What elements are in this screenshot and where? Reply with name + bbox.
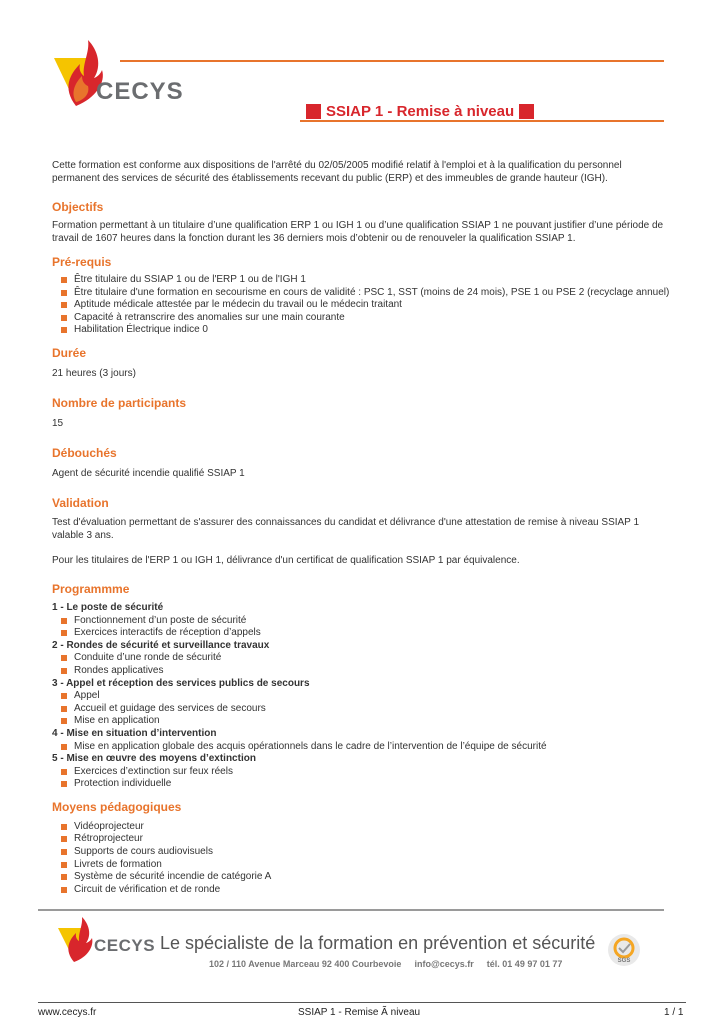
list-item: Mise en application globale des acquis opérationnels dans le cadre de l’intervention de l’équipe de sécurité — [52, 741, 672, 754]
sgs-certification-badge — [608, 934, 640, 966]
list-item: Exercices interactifs de réception d’appels — [52, 627, 672, 640]
list-item: Fonctionnement d’un poste de sécurité — [52, 615, 672, 628]
list-item: Livrets de formation — [52, 859, 672, 872]
prerequis-list — [52, 274, 672, 337]
heading-participants: Nombre de participants — [52, 395, 187, 410]
footer-document-title: SSIAP 1 - Remise Ã niveau — [298, 1007, 421, 1018]
list-item: Être titulaire du SSIAP 1 ou de l'ERP 1 ou de l'IGH 1 — [52, 274, 672, 287]
title-square-left — [306, 104, 321, 119]
title-square-right — [519, 104, 534, 119]
footer-page-number: 1 / 1 — [664, 1007, 684, 1018]
participants-text: 15 — [52, 417, 64, 429]
list-item: Rondes applicatives — [52, 665, 672, 678]
list-item: Accueil et guidage des services de secours — [52, 703, 672, 716]
programme-module-items — [52, 741, 672, 754]
objectifs-text: Formation permettant à un titulaire d’une qualification ERP 1 ou IGH 1 ou d’une qualification SSIAP 1 ne pouvant justifier d’une période de travail de 1607 heures dans la fonction durant les 36 derniers mois d’obtenir ou de renouveler la qualification SSIAP 1. — [52, 220, 664, 244]
banner-address: 102 / 110 Avenue Marceau 92 400 Courbevoie — [209, 959, 402, 969]
page-footer-rule — [38, 1002, 686, 1003]
programme-module-items — [52, 766, 672, 791]
programme-module-items — [52, 690, 672, 728]
title-rule — [300, 120, 664, 122]
footer-banner-rule — [38, 909, 664, 911]
heading-programme: Programmme — [52, 581, 130, 596]
heading-moyens: Moyens pédagogiques — [52, 799, 182, 814]
list-item: Habilitation Électrique indice 0 — [52, 324, 672, 337]
title-text: SSIAP 1 - Remise à niveau — [326, 102, 515, 120]
list-item: Circuit de vérification et de ronde — [52, 884, 672, 897]
heading-duree: Durée — [52, 345, 87, 360]
moyens-list — [52, 821, 672, 897]
intro-paragraph: Cette formation est conforme aux dispositions de l'arrêté du 02/05/2005 modifié relatif à l'emploi et à la qualification du personnel permanent des services de sécurité des établissements recevant du public (ERP) et des immeubles de grande hauteur (IGH). — [52, 160, 622, 184]
duree-text: 21 heures (3 jours) — [52, 367, 136, 379]
list-item: Capacité à retranscrire des anomalies sur une main courante — [52, 312, 672, 325]
content — [52, 159, 672, 896]
validation-text-2: Pour les titulaires de l'ERP 1 ou IGH 1, délivrance d'un certificat de qualification SSIAP 1 par équivalence. — [52, 554, 520, 566]
list-item: Exercices d’extinction sur feux réels — [52, 766, 672, 779]
heading-objectifs: Objectifs — [52, 200, 104, 214]
footer-website[interactable]: www.cecys.fr — [38, 1007, 97, 1018]
header-logo — [52, 36, 202, 116]
footer-banner — [52, 914, 672, 976]
heading-debouches: Débouchés — [52, 445, 117, 460]
list-item: Supports de cours audiovisuels — [52, 846, 672, 859]
list-item: Être titulaire d'une formation en secourisme en cours de validité : PSC 1, SST (moins de 24 mois), PSE 1 ou PSE 2 (recyclage annuel) — [52, 287, 672, 300]
programme-module-title: 1 - Le poste de sécurité — [52, 601, 164, 613]
list-item: Appel — [52, 690, 672, 703]
debouches-text: Agent de sécurité incendie qualifié SSIAP 1 — [52, 467, 245, 479]
programme-list — [52, 602, 672, 791]
heading-prerequis: Pré-requis — [52, 255, 112, 269]
banner-email[interactable]: info@cecys.fr — [414, 959, 474, 969]
heading-validation: Validation — [52, 495, 109, 510]
list-item: Aptitude médicale attestée par le médecin du travail ou le médecin traitant — [52, 299, 672, 312]
sgs-label: SGS — [617, 958, 631, 964]
document-title — [306, 101, 534, 121]
banner-brand-name: CECYS — [94, 936, 156, 955]
programme-module-items — [52, 615, 672, 640]
banner-slogan: Le spécialiste de la formation en prévention et sécurité — [160, 933, 596, 953]
list-item: Vidéoprojecteur — [52, 821, 672, 834]
list-item: Système de sécurité incendie de catégorie A — [52, 871, 672, 884]
programme-module-title: 2 - Rondes de sécurité et surveillance travaux — [52, 639, 270, 651]
header-rule — [120, 60, 664, 62]
header-brand-name: CECYS — [96, 78, 184, 105]
list-item: Conduite d’une ronde de sécurité — [52, 652, 672, 665]
list-item: Rétroprojecteur — [52, 833, 672, 846]
list-item: Protection individuelle — [52, 778, 672, 791]
programme-module-title: 3 - Appel et réception des services publics de secours — [52, 677, 310, 689]
banner-contact — [209, 959, 562, 969]
validation-text-1: Test d'évaluation permettant de s'assurer des connaissances du candidat et délivrance d'une attestation de remise à niveau SSIAP 1 valable 3 ans. — [52, 516, 640, 541]
banner-phone: tél. 01 49 97 01 77 — [486, 959, 563, 969]
programme-module-items — [52, 652, 672, 677]
programme-module-title: 4 - Mise en situation d’intervention — [52, 727, 217, 739]
programme-module-title: 5 - Mise en œuvre des moyens d’extinction — [52, 753, 256, 765]
list-item: Mise en application — [52, 715, 672, 728]
